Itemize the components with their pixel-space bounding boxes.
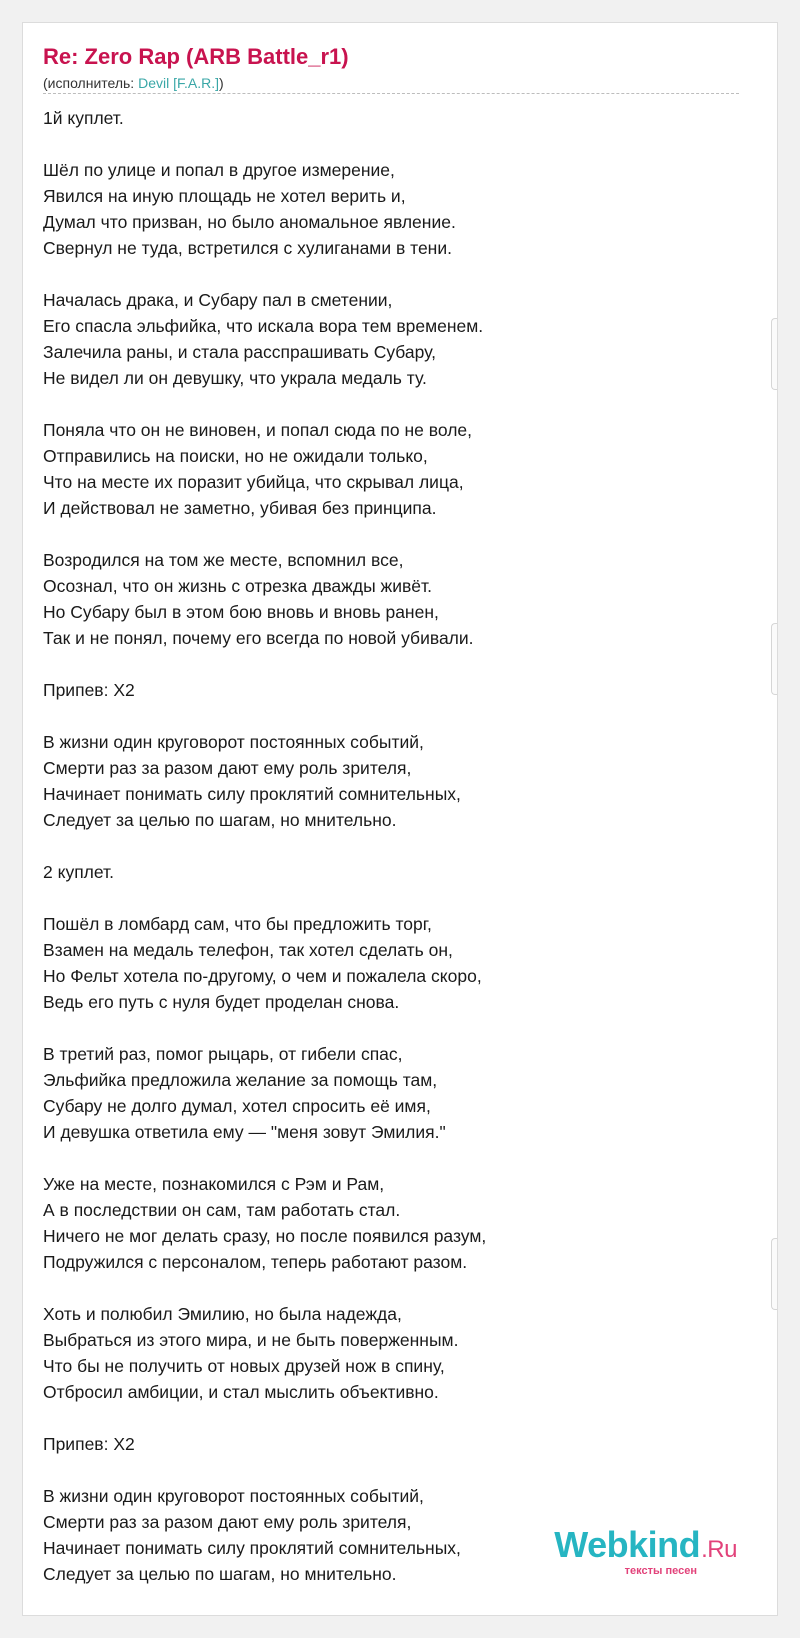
webkind-watermark [554,1524,737,1577]
artist-suffix: ) [219,75,224,91]
lyrics-line: А в последствии он сам, там работать стал. [43,1200,401,1220]
lyrics-blank-line [43,885,757,911]
lyrics-line: Начинает понимать силу проклятий сомнительных, [43,1538,461,1558]
side-scroll-marker [771,623,777,695]
lyrics-line: Началась драка, и Субару пал в сметении, [43,290,393,310]
lyrics-line: Припев: Х2 [43,1434,135,1454]
lyrics-line: Так и не понял, почему его всегда по новой убивали. [43,628,474,648]
song-header [43,43,739,92]
artist-line [43,74,739,92]
lyrics-line: Ведь его путь с нуля будет проделан снова. [43,992,400,1012]
lyrics-line: Что на месте их поразит убийца, что скрывал лица, [43,472,464,492]
lyrics-line: Отправились на поиски, но не ожидали только, [43,446,428,466]
lyrics-line: Свернул не туда, встретился с хулиганами в тени. [43,238,452,258]
lyrics-line: 2 куплет. [43,862,114,882]
lyrics-blank-line [43,131,757,157]
lyrics-line: Смерти раз за разом дают ему роль зрителя, [43,758,412,778]
lyrics-blank-line [43,261,757,287]
side-scroll-marker [771,318,777,390]
lyrics-line: 1й куплет. [43,108,124,128]
watermark-tld: .Ru [701,1536,737,1563]
lyrics-blank-line [43,1275,757,1301]
header-divider [43,93,739,94]
watermark-brand: Webkind [554,1524,701,1565]
lyrics-line: И девушка ответила ему — "меня зовут Эмилия." [43,1122,446,1142]
lyrics-line: Взамен на медаль телефон, так хотел сделать он, [43,940,453,960]
lyrics-line: Но Субару был в этом бою вновь и вновь ранен, [43,602,439,622]
lyrics-line: Следует за целью по шагам, но мнительно. [43,1564,397,1584]
lyrics-line: Ничего не мог делать сразу, но после появился разум, [43,1226,487,1246]
lyrics-line: Пошёл в ломбард сам, что бы предложить торг, [43,914,432,934]
lyrics-line: Думал что призван, но было аномальное явление. [43,212,456,232]
lyrics-line: Смерти раз за разом дают ему роль зрителя, [43,1512,412,1532]
lyrics-line: Эльфийка предложила желание за помощь там, [43,1070,438,1090]
lyrics-blank-line [43,391,757,417]
lyrics-line: Но Фельт хотела по-другому, о чем и пожалела скоро, [43,966,482,986]
lyrics-text [43,105,757,1587]
lyrics-line: Его спасла эльфийка, что искала вора тем временем. [43,316,484,336]
lyrics-line: Припев: Х2 [43,680,135,700]
lyrics-line: Поняла что он не виновен, и попал сюда по не воле, [43,420,473,440]
lyrics-line: Шёл по улице и попал в другое измерение, [43,160,395,180]
side-scroll-marker [771,1238,777,1310]
lyrics-line: В третий раз, помог рыцарь, от гибели спас, [43,1044,403,1064]
artist-prefix: (исполнитель: [43,75,139,91]
lyrics-line: Уже на месте, познакомился с Рэм и Рам, [43,1174,385,1194]
lyrics-line: И действовал не заметно, убивая без принципа. [43,498,437,518]
lyrics-blank-line [43,1015,757,1041]
lyrics-line: Хоть и полюбил Эмилию, но была надежда, [43,1304,402,1324]
artist-link[interactable]: Devil [F.A.R.] [138,75,219,91]
lyrics-blank-line [43,703,757,729]
lyrics-line: Явился на иную площадь не хотел верить и, [43,186,406,206]
watermark-logo [554,1524,737,1568]
lyrics-card [22,22,778,1616]
lyrics-blank-line [43,521,757,547]
lyrics-line: Возродился на том же месте, вспомнил все, [43,550,404,570]
lyrics-blank-line [43,1457,757,1483]
lyrics-line: Отбросил амбиции, и стал мыслить объективно. [43,1382,439,1402]
song-title: Re: Zero Rap (ARB Battle_r1) [43,44,349,69]
watermark-tagline: тексты песен [624,1565,697,1577]
lyrics-line: Подружился с персоналом, теперь работают разом. [43,1252,468,1272]
lyrics-line: Что бы не получить от новых друзей нож в спину, [43,1356,445,1376]
lyrics-blank-line [43,651,757,677]
lyrics-line: В жизни один круговорот постоянных событий, [43,1486,424,1506]
lyrics-line: Начинает понимать силу проклятий сомнительных, [43,784,461,804]
lyrics-line: Субару не долго думал, хотел спросить её имя, [43,1096,431,1116]
lyrics-blank-line [43,833,757,859]
lyrics-line: Выбраться из этого мира, и не быть поверженным. [43,1330,459,1350]
lyrics-line: Следует за целью по шагам, но мнительно. [43,810,397,830]
lyrics-line: Не видел ли он девушку, что украла медаль ту. [43,368,427,388]
lyrics-line: Осознал, что он жизнь с отрезка дважды живёт. [43,576,432,596]
lyrics-line: В жизни один круговорот постоянных событий, [43,732,424,752]
lyrics-line: Залечила раны, и стала расспрашивать Субару, [43,342,437,362]
lyrics-blank-line [43,1405,757,1431]
lyrics-blank-line [43,1145,757,1171]
